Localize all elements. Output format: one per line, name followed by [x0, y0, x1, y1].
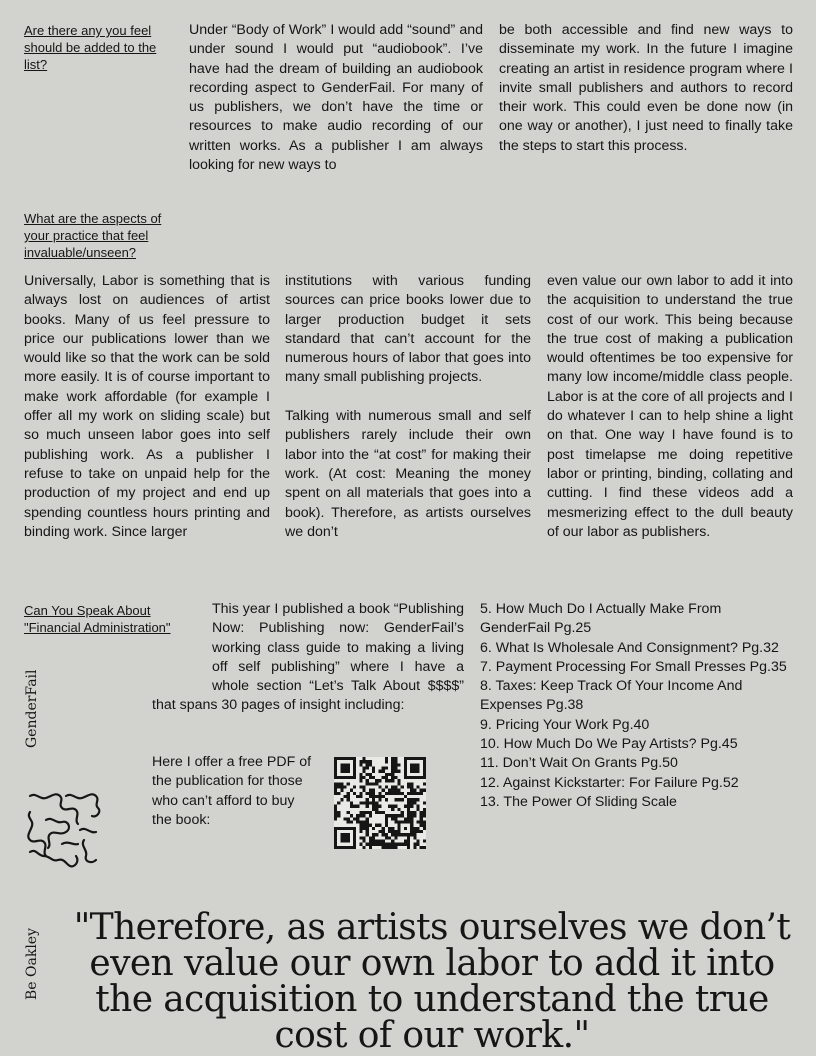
answer-body-of-work-col1: Under “Body of Work” I would add “sound” and under sound I would put “audiobook”. I’ve have had the dream of building an audiobook recording aspect to GenderFail. For many of us publishers, we don’t have the time or resources to make audio recording of our written works. As a publisher I am always looking for new ways to: [189, 22, 483, 174]
financial-topics-list: [480, 600, 792, 812]
answer-body-of-work-col2: be both accessible and find new ways to disseminate my work. In the future I imagine creating an artist in residence program where I invite small publishers and authors to record their work. This could even be done now (in one way or another), I just need to finally take the steps to start this process.: [499, 22, 793, 154]
list-item: 9. Pricing Your Work Pg.40: [480, 716, 650, 733]
qr-code-graphic: [334, 757, 426, 849]
question-added-to-list: Are there any you feel should be added to the list?: [24, 23, 157, 72]
list-item: 7. Payment Processing For Small Presses Pg.35: [480, 658, 787, 675]
answer-labor-col1: Universally, Labor is something that is always lost on audiences of artist books. Many of us feel pressure to price our publications lower than we would like so that the work can be sold more easily. It is of course important to make work affordable (for example I offer all my work on sliding scale) but so much unseen labor goes into self publishing work. As a publisher I refuse to take on unpaid help for the production of my project and end up spending countless hours printing and binding work. Since larger: [24, 273, 270, 540]
list-item: 5. How Much Do I Actually Make From GenderFail Pg.25: [480, 601, 722, 637]
answer-labor-col2: [285, 272, 531, 542]
question-financial-administration: Can You Speak About "Financial Administration": [24, 603, 171, 635]
qr-code-icon[interactable]: [334, 757, 426, 849]
free-pdf-text: Here I offer a free PDF of the publication for those who can’t afford to buy the book:: [152, 754, 312, 828]
list-item: 13. The Power Of Sliding Scale: [480, 793, 677, 810]
list-item: 8. Taxes: Keep Track Of Your Income And Expenses Pg.38: [480, 678, 743, 714]
text-indent-spacer: [152, 600, 212, 696]
answer-labor-col2-para1: institutions with various funding sources can price books lower due to larger production budget it sets standard that can’t account for the numerous hours of labor that goes into many small publishing projects.: [285, 273, 531, 386]
question-invaluable-unseen: What are the aspects of your practice that feel invaluable/unseen?: [24, 211, 162, 260]
list-item: 12. Against Kickstarter: For Failure Pg.52: [480, 774, 739, 791]
list-item: 6. What Is Wholesale And Consignment? Pg.32: [480, 639, 779, 656]
financial-intro: This year I published a book “Publishing Now: Publishing now: GenderFail’s working class guide to making a living off self publishing” where I have a whole section “Let’s Talk About $$$$” that spans 30 pages of insight including:: [152, 601, 464, 714]
author-vertical-label: Be Oakley: [24, 927, 40, 1000]
list-item: 11. Don’t Wait On Grants Pg.50: [480, 755, 678, 772]
answer-labor-col3: even value our own labor to add it into the acquisition to understand the true cost of our work. This being because the true cost of making a publication would oftentimes be too expensive for many low income/middle class people. Labor is at the core of all projects and I do whatever I can to help shine a light on that. One way I have found is to post timelapse me doing repetitive labor or printing, binding, collating and cutting. I find these videos add a mesmerizing effect to the dull beauty of our labor as publishers.: [547, 273, 793, 540]
answer-labor-col2-para2: Talking with numerous small and self publishers rarely include their own labor into the “at cost” for making their work. (At cost: Meaning the money spent on all materials that goes into a book). Therefore, as artists ourselves we don’t: [285, 408, 531, 540]
list-item: 10. How Much Do We Pay Artists? Pg.45: [480, 736, 738, 753]
pull-quote: "Therefore, as artists ourselves we don’t even value our own labor to add it into the acquisition to understand the true cost of our work.": [73, 907, 791, 1056]
brand-vertical-label: GenderFail: [24, 669, 40, 748]
genderfail-logo-icon: [24, 790, 102, 870]
